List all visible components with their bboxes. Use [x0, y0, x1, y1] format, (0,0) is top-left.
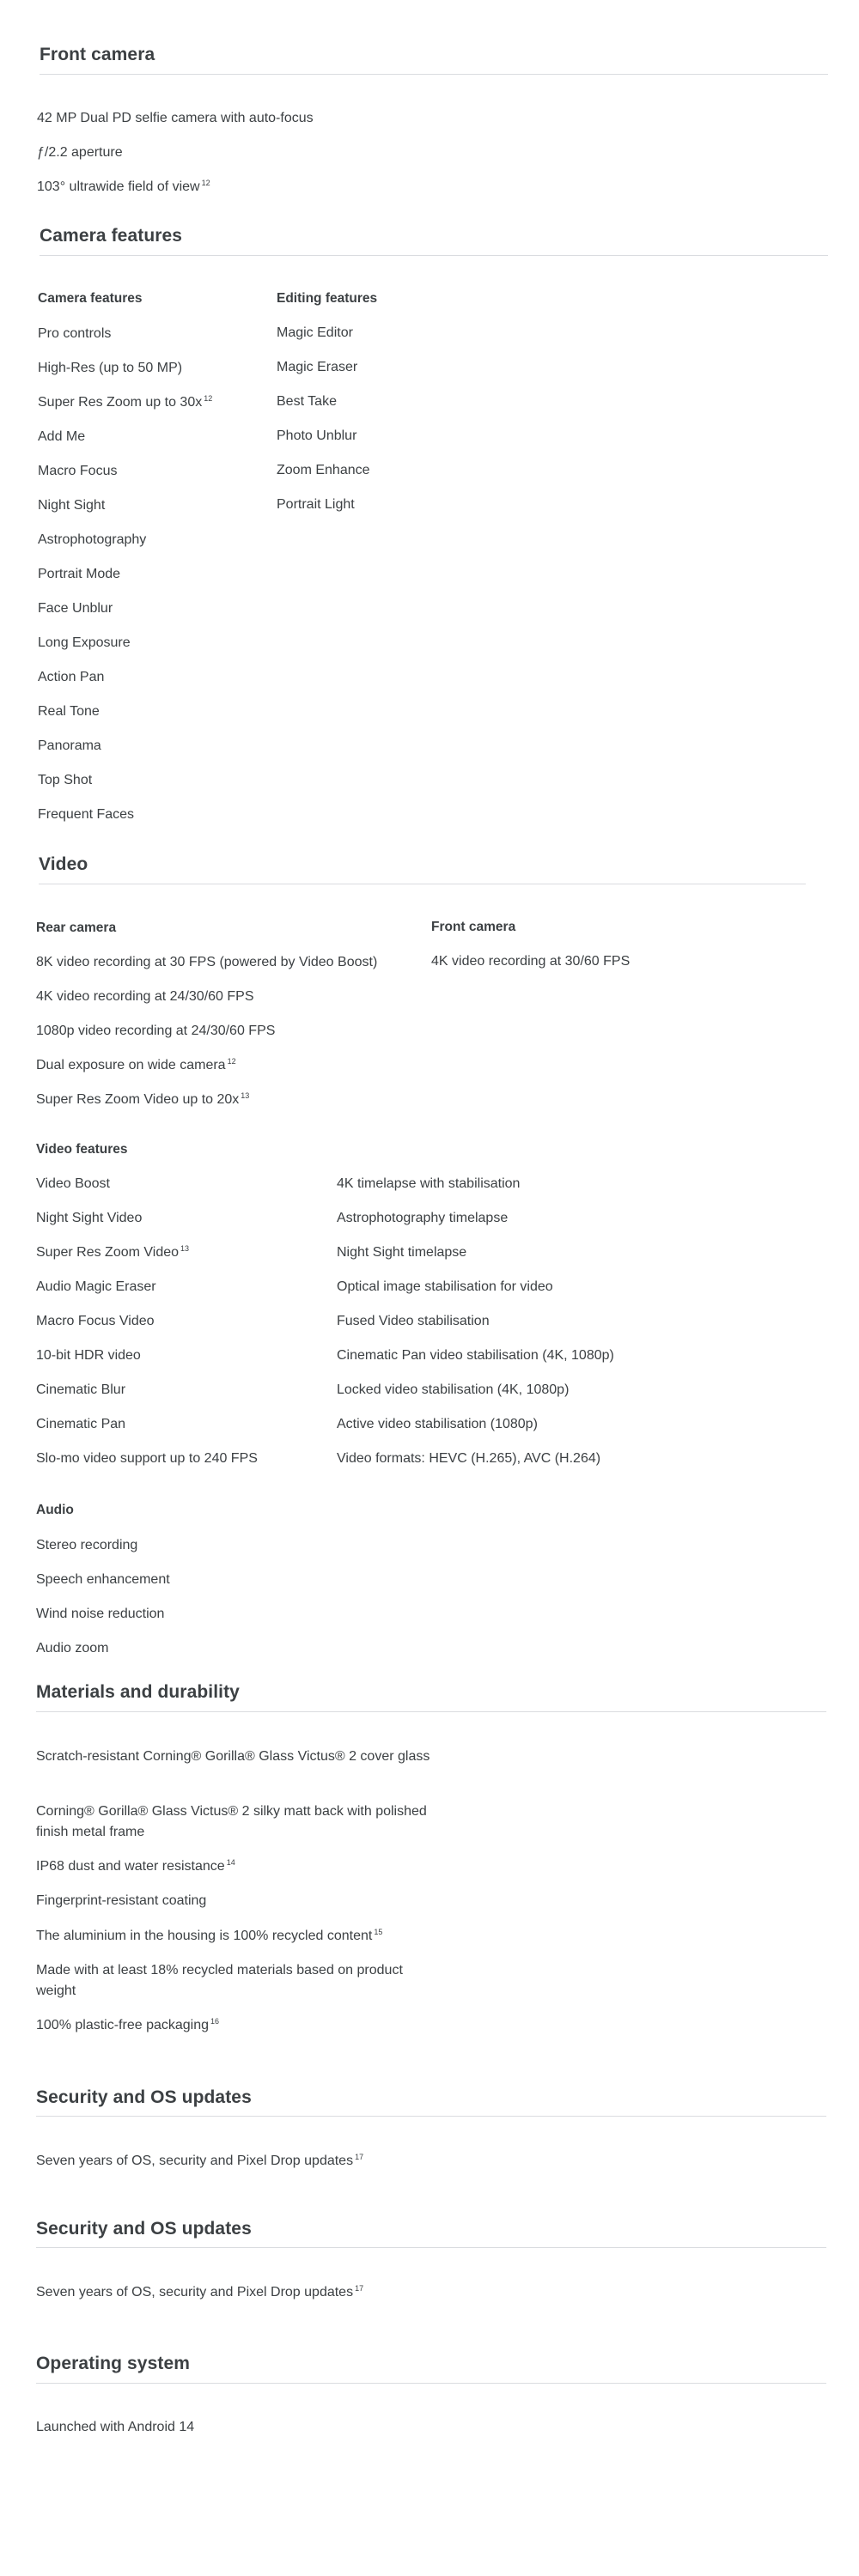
- spec-item: [38, 736, 101, 756]
- spec-item: [337, 1311, 490, 1332]
- spec-item-text: Night Sight timelapse: [337, 1245, 467, 1260]
- spec-item: [277, 495, 355, 515]
- section-divider: [36, 1711, 826, 1712]
- spec-item: [38, 667, 104, 688]
- spec-item-text: Speech enhancement: [36, 1572, 170, 1587]
- spec-item: [38, 495, 105, 516]
- spec-item-text: 4K timelapse with stabilisation: [337, 1176, 521, 1191]
- footnote-marker[interactable]: 14: [226, 1857, 235, 1867]
- section-divider: [36, 2247, 826, 2248]
- spec-item: [36, 1891, 431, 1911]
- spec-item-text: Video formats: HEVC (H.265), AVC (H.264): [337, 1451, 601, 1466]
- section-title-video: Video: [39, 854, 88, 874]
- spec-item-text: 8K video recording at 30 FPS (powered by Video Boost): [36, 955, 378, 969]
- spec-item-text: Scratch-resistant Corning® Gorilla® Glass Victus® 2 cover glass: [36, 1749, 430, 1764]
- spec-item-text: Night Sight Video: [36, 1211, 143, 1225]
- spec-item-text: The aluminium in the housing is 100% recycled content: [36, 1929, 373, 1943]
- spec-item: [38, 770, 92, 791]
- spec-item: [38, 461, 117, 482]
- spec-item-text: Portrait Mode: [38, 567, 121, 581]
- camera-features-label: Camera features: [38, 291, 143, 306]
- spec-item: [277, 392, 337, 412]
- spec-item: [337, 1277, 553, 1297]
- spec-item: [36, 1638, 109, 1659]
- spec-item: [337, 1346, 614, 1366]
- spec-item: [36, 1570, 170, 1590]
- spec-item-text: ƒ/2.2 aperture: [37, 145, 123, 160]
- spec-item-text: Audio Magic Eraser: [36, 1279, 156, 1294]
- section-title-security-2: Security and OS updates: [36, 2219, 252, 2239]
- spec-item-text: Locked video stabilisation (4K, 1080p): [337, 1382, 570, 1397]
- spec-item: [36, 1090, 249, 1110]
- spec-item-text: Action Pan: [38, 670, 105, 684]
- section-title-front-camera: Front camera: [40, 45, 155, 64]
- spec-item: [36, 1021, 275, 1042]
- spec-item-text: Portrait Light: [277, 497, 355, 512]
- spec-item-text: IP68 dust and water resistance: [36, 1859, 225, 1874]
- spec-item-text: 4K video recording at 24/30/60 FPS: [36, 989, 254, 1004]
- spec-item: [36, 1380, 125, 1400]
- spec-item: [36, 1414, 125, 1435]
- spec-item-text: Zoom Enhance: [277, 463, 370, 477]
- spec-item: [36, 1346, 141, 1366]
- spec-item: [38, 427, 85, 447]
- spec-item-text: Dual exposure on wide camera: [36, 1058, 226, 1072]
- spec-item-text: Super Res Zoom Video: [36, 1245, 180, 1260]
- spec-item: [36, 1174, 110, 1194]
- spec-item-text: 103° ultrawide field of view: [37, 179, 200, 194]
- spec-item: [277, 460, 370, 481]
- spec-item-text: Made with at least 18% recycled materials based on product weight: [36, 1963, 403, 1998]
- spec-item: [337, 1242, 466, 1263]
- spec-item: [36, 1055, 236, 1076]
- spec-item: [337, 1208, 508, 1229]
- spec-item: [36, 2015, 431, 2036]
- spec-item-text: Face Unblur: [38, 601, 113, 616]
- spec-item-text: Night Sight: [38, 498, 106, 513]
- spec-item-text: Seven years of OS, security and Pixel Drop updates: [36, 2154, 354, 2168]
- section-divider: [40, 255, 828, 256]
- footnote-marker[interactable]: 12: [227, 1056, 236, 1066]
- section-title-camera-features: Camera features: [40, 226, 183, 246]
- spec-item: [36, 987, 254, 1007]
- spec-item: [36, 2417, 194, 2438]
- spec-item-text: Astrophotography: [38, 532, 147, 547]
- spec-item-text: Panorama: [38, 738, 101, 753]
- spec-item-text: 1080p video recording at 24/30/60 FPS: [36, 1024, 276, 1038]
- spec-item-text: Photo Unblur: [277, 428, 357, 443]
- spec-item: [38, 358, 182, 379]
- front-camera-video-label: Front camera: [431, 920, 516, 934]
- spec-item-text: 10-bit HDR video: [36, 1348, 141, 1363]
- footnote-marker[interactable]: 12: [204, 393, 213, 403]
- spec-item-text: Wind noise reduction: [36, 1607, 165, 1621]
- spec-item: [38, 598, 113, 619]
- section-title-security: Security and OS updates: [36, 2087, 252, 2107]
- spec-item-text: Real Tone: [38, 704, 100, 719]
- section-title-materials: Materials and durability: [36, 1682, 240, 1702]
- spec-item: [36, 1856, 431, 1877]
- spec-item-text: 42 MP Dual PD selfie camera with auto-focus: [37, 111, 314, 125]
- spec-item: [37, 177, 210, 197]
- spec-item-text: 4K video recording at 30/60 FPS: [431, 954, 631, 969]
- spec-item-text: Pro controls: [38, 326, 112, 341]
- spec-item: [36, 1277, 156, 1297]
- rear-camera-label: Rear camera: [36, 920, 117, 935]
- audio-label: Audio: [36, 1503, 74, 1517]
- footnote-marker[interactable]: 16: [210, 2016, 220, 2026]
- footnote-marker[interactable]: 13: [180, 1243, 190, 1253]
- spec-item: [37, 143, 123, 163]
- spec-item-text: Best Take: [277, 394, 337, 409]
- spec-item: [36, 1801, 431, 1843]
- footnote-marker[interactable]: 13: [241, 1091, 250, 1100]
- spec-item: [37, 108, 314, 129]
- spec-item: [277, 323, 353, 343]
- editing-features-label: Editing features: [277, 291, 378, 306]
- spec-item: [38, 805, 134, 825]
- spec-item: [38, 564, 120, 585]
- spec-item-text: Frequent Faces: [38, 807, 135, 822]
- spec-item-text: Slo-mo video support up to 240 FPS: [36, 1451, 258, 1466]
- spec-item-text: Macro Focus: [38, 464, 118, 478]
- spec-item-text: Top Shot: [38, 773, 93, 787]
- spec-item-text: Astrophotography timelapse: [337, 1211, 509, 1225]
- spec-item: [337, 1174, 520, 1194]
- spec-item-text: Magic Eraser: [277, 360, 358, 374]
- spec-item-text: Cinematic Pan: [36, 1417, 126, 1431]
- video-features-label: Video features: [36, 1142, 128, 1157]
- spec-item: [36, 952, 377, 973]
- spec-item: [36, 1604, 164, 1625]
- spec-item: [36, 1747, 431, 1767]
- spec-item-text: Super Res Zoom Video up to 20x: [36, 1092, 240, 1107]
- spec-item: [38, 392, 212, 413]
- spec-item-text: Fused Video stabilisation: [337, 1314, 490, 1328]
- spec-item: [36, 1449, 258, 1469]
- spec-item-text: Macro Focus Video: [36, 1314, 155, 1328]
- footnote-marker[interactable]: 15: [374, 1927, 383, 1936]
- spec-item: [337, 1380, 569, 1400]
- spec-item-text: Magic Editor: [277, 325, 353, 340]
- spec-item-text: Active video stabilisation (1080p): [337, 1417, 538, 1431]
- footnote-marker[interactable]: 17: [355, 2152, 364, 2161]
- spec-item: [36, 2282, 363, 2303]
- spec-item-text: Audio zoom: [36, 1641, 109, 1656]
- spec-item-text: Long Exposure: [38, 635, 131, 650]
- section-divider: [36, 2116, 826, 2117]
- spec-item: [337, 1449, 600, 1469]
- spec-item: [36, 2151, 363, 2172]
- spec-item: [38, 702, 100, 722]
- spec-item-text: Super Res Zoom up to 30x: [38, 395, 203, 410]
- section-divider: [36, 2383, 826, 2384]
- spec-item: [36, 1960, 431, 2002]
- spec-item: [36, 1535, 137, 1556]
- footnote-marker[interactable]: 17: [355, 2283, 364, 2293]
- footnote-marker[interactable]: 12: [201, 178, 210, 187]
- spec-item: [337, 1414, 538, 1435]
- spec-item: [277, 357, 357, 378]
- spec-item-text: Cinematic Blur: [36, 1382, 126, 1397]
- spec-item-text: Video Boost: [36, 1176, 110, 1191]
- spec-item: [38, 324, 111, 344]
- spec-item-text: Seven years of OS, security and Pixel Drop updates: [36, 2285, 354, 2300]
- spec-item-text: Launched with Android 14: [36, 2420, 195, 2434]
- spec-item: [36, 1208, 142, 1229]
- spec-item: [36, 1242, 189, 1263]
- spec-item-text: Fingerprint-resistant coating: [36, 1893, 207, 1908]
- spec-item-text: Stereo recording: [36, 1538, 138, 1552]
- spec-item-text: Cinematic Pan video stabilisation (4K, 1080p): [337, 1348, 614, 1363]
- spec-item-text: High-Res (up to 50 MP): [38, 361, 183, 375]
- spec-item-text: Corning® Gorilla® Glass Victus® 2 silky matt back with polished finish metal frame: [36, 1804, 427, 1839]
- section-divider: [40, 74, 828, 75]
- spec-item: [38, 633, 131, 653]
- spec-item: [36, 1926, 431, 1947]
- spec-item-text: Add Me: [38, 429, 86, 444]
- section-title-operating-system: Operating system: [36, 2354, 190, 2373]
- spec-item: [38, 530, 146, 550]
- spec-item: [431, 951, 630, 972]
- spec-item-text: 100% plastic-free packaging: [36, 2018, 210, 2032]
- spec-item: [36, 1311, 155, 1332]
- spec-item: [277, 426, 356, 447]
- spec-item-text: Optical image stabilisation for video: [337, 1279, 553, 1294]
